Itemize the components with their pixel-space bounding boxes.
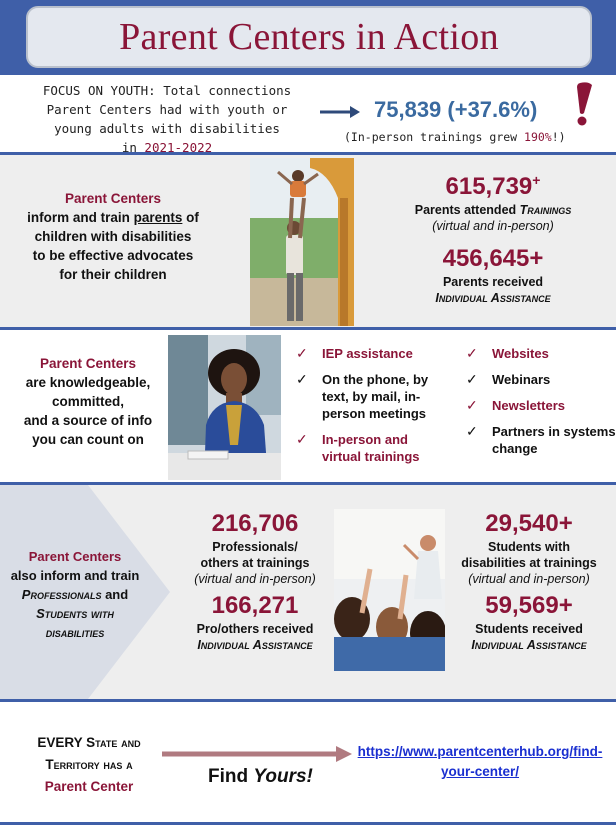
desc-line	[4, 585, 146, 604]
check-icon: ✓	[466, 423, 478, 439]
focus-line: young adults with disabilities	[54, 121, 280, 136]
professionals-description	[4, 547, 146, 642]
parents-underlined: parents	[133, 210, 183, 225]
woman-at-computer-photo	[168, 335, 281, 480]
parents-assisted-stat: 456,645+	[442, 245, 544, 272]
footer-line: EVERY State and	[37, 735, 141, 750]
check-icon: ✓	[296, 431, 308, 447]
desc-caps: Professionals	[21, 587, 102, 602]
exclamation-icon	[572, 81, 596, 127]
page-title: Parent Centers in Action	[119, 16, 499, 58]
youth-connections-stat: 75,839 (+37.6%)	[374, 97, 538, 122]
stat-label: Parents received	[442, 275, 544, 289]
students-trained-stat: 29,540+	[485, 510, 573, 537]
knowledge-description	[8, 354, 168, 449]
list-item	[466, 397, 616, 414]
focus-section	[0, 75, 616, 155]
students-assisted-stat: 59,569+	[485, 592, 573, 619]
focus-text	[22, 81, 312, 157]
stat-label-caps: Individual Assistance	[435, 291, 551, 305]
title-box	[26, 6, 592, 68]
knowledge-section	[0, 330, 616, 485]
find-text: Find	[208, 766, 254, 787]
desc-text: inform and train	[27, 210, 134, 225]
focus-line: Parent Centers had with youth or	[46, 102, 288, 117]
every-state-text	[24, 732, 154, 798]
desc-line: are knowledgeable,	[25, 375, 151, 390]
professionals-section	[0, 485, 616, 702]
desc-line: disabilities	[45, 625, 105, 640]
parent-child-photo	[250, 158, 354, 326]
section-heading: Parent Centers	[28, 549, 122, 564]
stat-note: (virtual and in-person)	[194, 572, 316, 586]
list-item	[466, 371, 616, 388]
desc-line: committed,	[51, 394, 124, 409]
check-icon: ✓	[296, 371, 308, 387]
list-item	[296, 371, 446, 422]
desc-line	[8, 208, 218, 227]
item-text: IEP assistance	[322, 346, 413, 361]
parents-section	[0, 155, 616, 330]
trainings-growth-note	[344, 130, 566, 144]
professional-stats	[176, 509, 334, 653]
student-stats	[445, 509, 613, 653]
item-text: In-person and virtual trainings	[322, 432, 420, 464]
desc-text: of	[182, 210, 199, 225]
stat-label-text: Parents attended	[414, 203, 520, 217]
stat-label: Pro/others received	[196, 622, 314, 636]
section-heading: Parent Centers	[39, 356, 137, 371]
classroom-photo	[334, 509, 445, 671]
find-center-link[interactable]: https://www.parentcenterhub.org/find-your-center/	[357, 744, 603, 779]
list-item	[466, 423, 616, 457]
professionals-trained-stat: 216,706	[211, 510, 299, 537]
item-text: Newsletters	[492, 398, 565, 413]
right-arrow-icon	[162, 746, 352, 762]
note-prefix: (In-person trainings grew	[344, 130, 525, 144]
footer-section	[0, 702, 616, 825]
stat-label-caps: Individual Assistance	[471, 638, 587, 652]
item-text: On the phone, by text, by mail, in-person meetings	[322, 372, 429, 421]
check-icon: ✓	[466, 371, 478, 387]
list-item	[296, 431, 446, 465]
stat-label-caps: Individual Assistance	[197, 638, 313, 652]
focus-year: 2021-2022	[144, 140, 213, 155]
desc-line: children with disabilities	[34, 229, 192, 244]
footer-line: Parent Center	[44, 779, 134, 794]
desc-line: Students with	[36, 606, 114, 621]
item-text: Partners in systems change	[492, 424, 616, 456]
services-list-2	[466, 345, 616, 466]
list-item	[296, 345, 446, 362]
stat-label: Professionals/	[212, 540, 298, 554]
section-heading: Parent Centers	[64, 191, 162, 206]
stat-plus: +	[532, 172, 541, 188]
check-icon: ✓	[466, 345, 478, 361]
stat-label	[398, 202, 588, 218]
services-list-1	[296, 345, 446, 474]
professionals-assisted-stat: 166,271	[211, 592, 299, 619]
stat-number: 615,739	[445, 173, 533, 200]
desc-line: and a source of info	[23, 413, 153, 428]
desc-line: for their children	[59, 267, 167, 282]
item-text: Webinars	[492, 372, 551, 387]
footer-line: Territory has a	[45, 757, 133, 772]
parent-stats	[398, 165, 588, 306]
stat-label: others at trainings	[200, 556, 310, 570]
item-text: Websites	[492, 346, 549, 361]
stat-label: Students with	[488, 540, 570, 554]
note-suffix: !)	[551, 130, 566, 144]
focus-in: in	[121, 140, 145, 155]
desc-text: and	[101, 587, 129, 602]
stat-label-caps: Trainings	[519, 203, 572, 217]
desc-line: to be effective advocates	[32, 248, 194, 263]
check-icon: ✓	[466, 397, 478, 413]
focus-line: FOCUS ON YOUTH: Total connections	[42, 83, 292, 98]
growth-percent: 190%	[524, 130, 552, 144]
find-yours: Yours!	[253, 766, 313, 787]
desc-line: you can count on	[32, 432, 144, 447]
right-arrow-icon	[320, 105, 360, 119]
find-yours-text	[208, 766, 313, 788]
parents-trained-stat	[398, 165, 588, 202]
check-icon: ✓	[296, 345, 308, 361]
list-item	[466, 345, 616, 362]
stat-label: Students received	[475, 622, 583, 636]
stat-note: (virtual and in-person)	[432, 219, 554, 233]
parents-description	[8, 189, 218, 284]
stat-label: disabilities at trainings	[461, 556, 597, 570]
stat-note: (virtual and in-person)	[468, 572, 590, 586]
desc-line: also inform and train	[10, 568, 140, 583]
title-banner	[0, 0, 616, 75]
